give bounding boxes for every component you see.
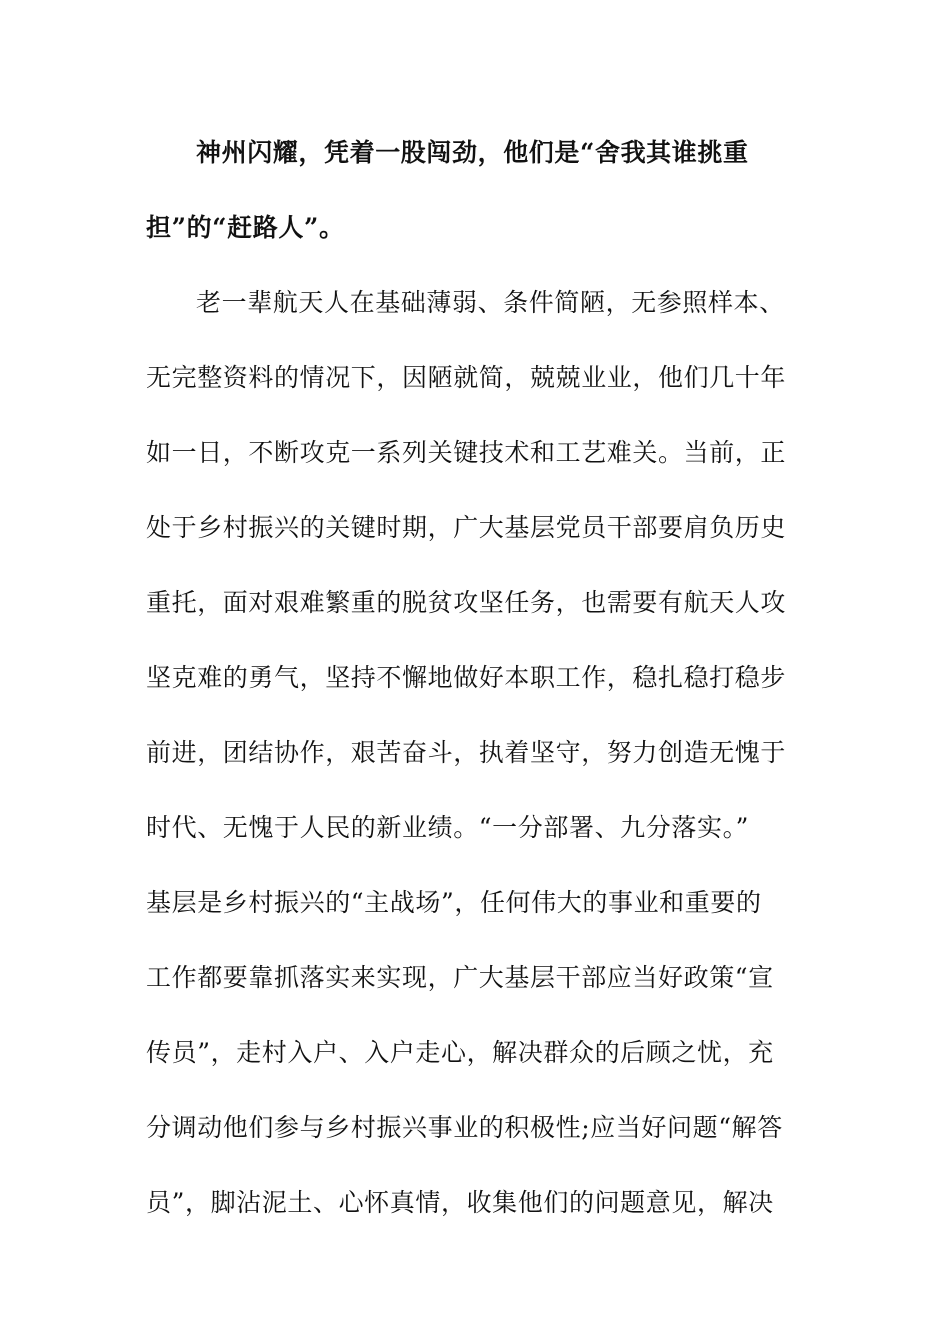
body-line-1: 老一辈航天人在基础薄弱、条件简陋，无参照样本、 — [196, 288, 785, 317]
body-line-4: 处于乡村振兴的关键时期，广大基层党员干部要肩负历史 — [146, 513, 787, 542]
body-line-9: 基层是乡村振兴的“主战场”，任何伟大的事业和重要的 — [146, 888, 762, 917]
heading-line-2: 担”的“赶路人”。 — [146, 213, 345, 242]
body-line-3: 如一日，不断攻克一系列关键技术和工艺难关。当前，正 — [146, 438, 787, 467]
body-line-6: 坚克难的勇气，坚持不懈地做好本职工作，稳扎稳打稳步 — [146, 663, 787, 692]
body-line-7: 前进，团结协作，艰苦奋斗，执着坚守，努力创造无愧于 — [146, 738, 787, 767]
body-line-5: 重托，面对艰难繁重的脱贫攻坚任务，也需要有航天人攻 — [146, 588, 787, 617]
body-line-12: 分调动他们参与乡村振兴事业的积极性;应当好问题“解答 — [146, 1113, 783, 1142]
body-line-8: 时代、无愧于人民的新业绩。“一分部署、九分落实。” — [146, 813, 750, 842]
heading-line-1: 神州闪耀，凭着一股闯劲，他们是“舍我其谁挑重 — [196, 138, 749, 167]
body-line-10: 工作都要靠抓落实来实现，广大基层干部应当好政策“宣 — [146, 963, 774, 992]
body-line-2: 无完整资料的情况下，因陋就简，兢兢业业，他们几十年 — [146, 363, 787, 392]
body-line-11: 传员”，走村入户、入户走心，解决群众的后顾之忧，充 — [146, 1038, 774, 1067]
body-line-13: 员”，脚沾泥土、心怀真情，收集他们的问题意见，解决 — [146, 1188, 774, 1217]
